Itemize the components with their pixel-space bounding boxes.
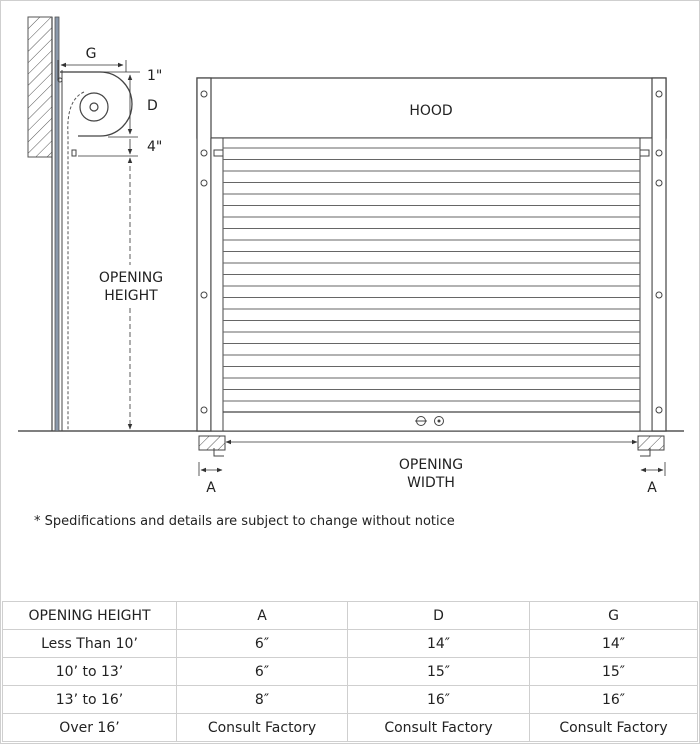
table-cell: Less Than 10’ [3, 630, 177, 658]
table-cell: 6″ [177, 630, 348, 658]
specifications-note: * Spedifications and details are subject to change without notice [34, 514, 455, 529]
label-one-inch: 1" [147, 68, 163, 84]
table-cell: Consult Factory [177, 714, 348, 742]
table-cell: 10’ to 13’ [3, 658, 177, 686]
table-cell: 15″ [530, 658, 698, 686]
label-g: G [85, 46, 97, 62]
table-cell: 6″ [177, 658, 348, 686]
table-cell: 14″ [530, 630, 698, 658]
header-d: D [348, 602, 530, 630]
hood-label: HOOD [409, 103, 453, 119]
label-a-left: A [206, 480, 216, 496]
table-row [3, 658, 698, 686]
table-cell: 8″ [177, 686, 348, 714]
left-jamb [197, 78, 211, 431]
curtain [223, 138, 640, 431]
table-cell: 13’ to 16’ [3, 686, 177, 714]
label-opening-width-2: WIDTH [407, 475, 455, 491]
side-view [28, 17, 163, 431]
table-cell: Over 16’ [3, 714, 177, 742]
label-opening-height-1: OPENING [98, 270, 164, 286]
left-floor-block [199, 436, 225, 450]
table-row [3, 714, 698, 742]
table-row [3, 686, 698, 714]
label-opening-height-2: HEIGHT [104, 288, 158, 304]
right-floor-block [638, 436, 664, 450]
label-d: D [147, 98, 158, 114]
table-cell: 16″ [348, 686, 530, 714]
table-row [3, 630, 698, 658]
header-opening-height: OPENING HEIGHT [3, 602, 177, 630]
dimensions-table [2, 601, 698, 742]
right-jamb [652, 78, 666, 431]
header-g: G [530, 602, 698, 630]
table-cell: Consult Factory [530, 714, 698, 742]
label-four-inch: 4" [147, 139, 163, 155]
label-a-right: A [647, 480, 657, 496]
front-view [197, 78, 666, 496]
table-cell: 15″ [348, 658, 530, 686]
coil-drum-inner [90, 103, 98, 111]
table-cell: 14″ [348, 630, 530, 658]
coil-drum-outer [80, 93, 108, 121]
header-a: A [177, 602, 348, 630]
label-opening-width-1: OPENING [398, 457, 464, 473]
table-cell: Consult Factory [348, 714, 530, 742]
wall-hatch [28, 17, 52, 157]
table-cell: 16″ [530, 686, 698, 714]
table-header-row [3, 602, 698, 630]
